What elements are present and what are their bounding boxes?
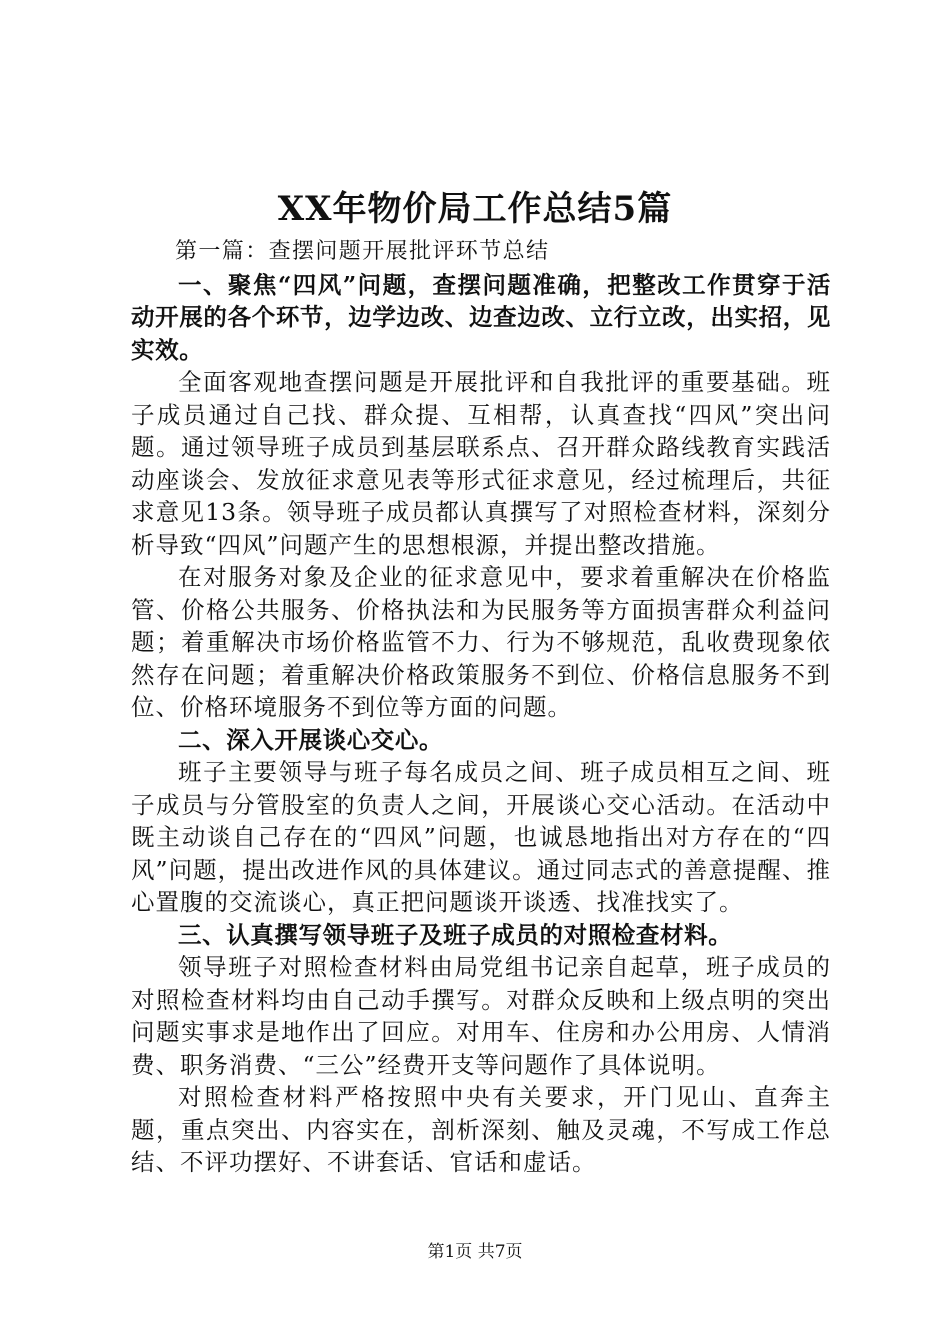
section-heading-2: 二、深入开展谈心交心。 [178,725,444,754]
section-heading-1: 一、聚焦“四风”问题，查摆问题准确，把整改工作贯穿于活动开展的各个环节，边学边改、边查边改、立行立改，出实招，见实效。 [131,270,831,364]
section-subtitle: 第一篇：查摆问题开展批评环节总结 [175,239,550,264]
document-title: XX年物价局工作总结5篇 [277,189,673,229]
document-body [131,236,831,1179]
body-paragraph: 对照检查材料严格按照中央有关要求，开门见山、直奔主题，重点突出、内容实在，剖析深刻、触及灵魂，不写成工作总结、不评功摆好、不讲套话、官话和虚话。 [131,1083,831,1176]
section-heading-3: 三、认真撰写领导班子及班子成员的对照检查材料。 [178,920,733,949]
body-paragraph: 在对服务对象及企业的征求意见中，要求着重解决在价格监管、价格公共服务、价格执法和为民服务等方面损害群众利益问题；着重解决市场价格监管不力、行为不够规范，乱收费现象依然存在问题；着重解决价格政策服务不到位、价格信息服务不到位、价格环境服务不到位等方面的问题。 [131,563,831,721]
body-paragraph: 全面客观地查摆问题是开展批评和自我批评的重要基础。班子成员通过自己找、群众提、互相帮，认真查找“四风”突出问题。通过领导班子成员到基层联系点、召开群众路线教育实践活动座谈会、发放征求意见表等形式征求意见，经过梳理后，共征求意见13条。领导班子成员都认真撰写了对照检查材料，深刻分析导致“四风”问题产生的思想根源，并提出整改措施。 [131,368,831,559]
body-paragraph: 班子主要领导与班子每名成员之间、班子成员相互之间、班子成员与分管股室的负责人之间，开展谈心交心活动。在活动中既主动谈自己存在的“四风”问题，也诚恳地指出对方存在的“四风”问题，提出改进作风的具体建议。通过同志式的善意提醒、推心置腹的交流谈心，真正把问题谈开谈透、找准找实了。 [131,758,831,916]
body-paragraph: 领导班子对照检查材料由局党组书记亲自起草，班子成员的对照检查材料均由自己动手撰写。对群众反映和上级点明的突出问题实事求是地作出了回应。对用车、住房和办公用房、人情消费、职务消费、“三公”经费开支等问题作了具体说明。 [131,953,831,1079]
page-footer: 第1页 共7页 [427,1242,523,1262]
